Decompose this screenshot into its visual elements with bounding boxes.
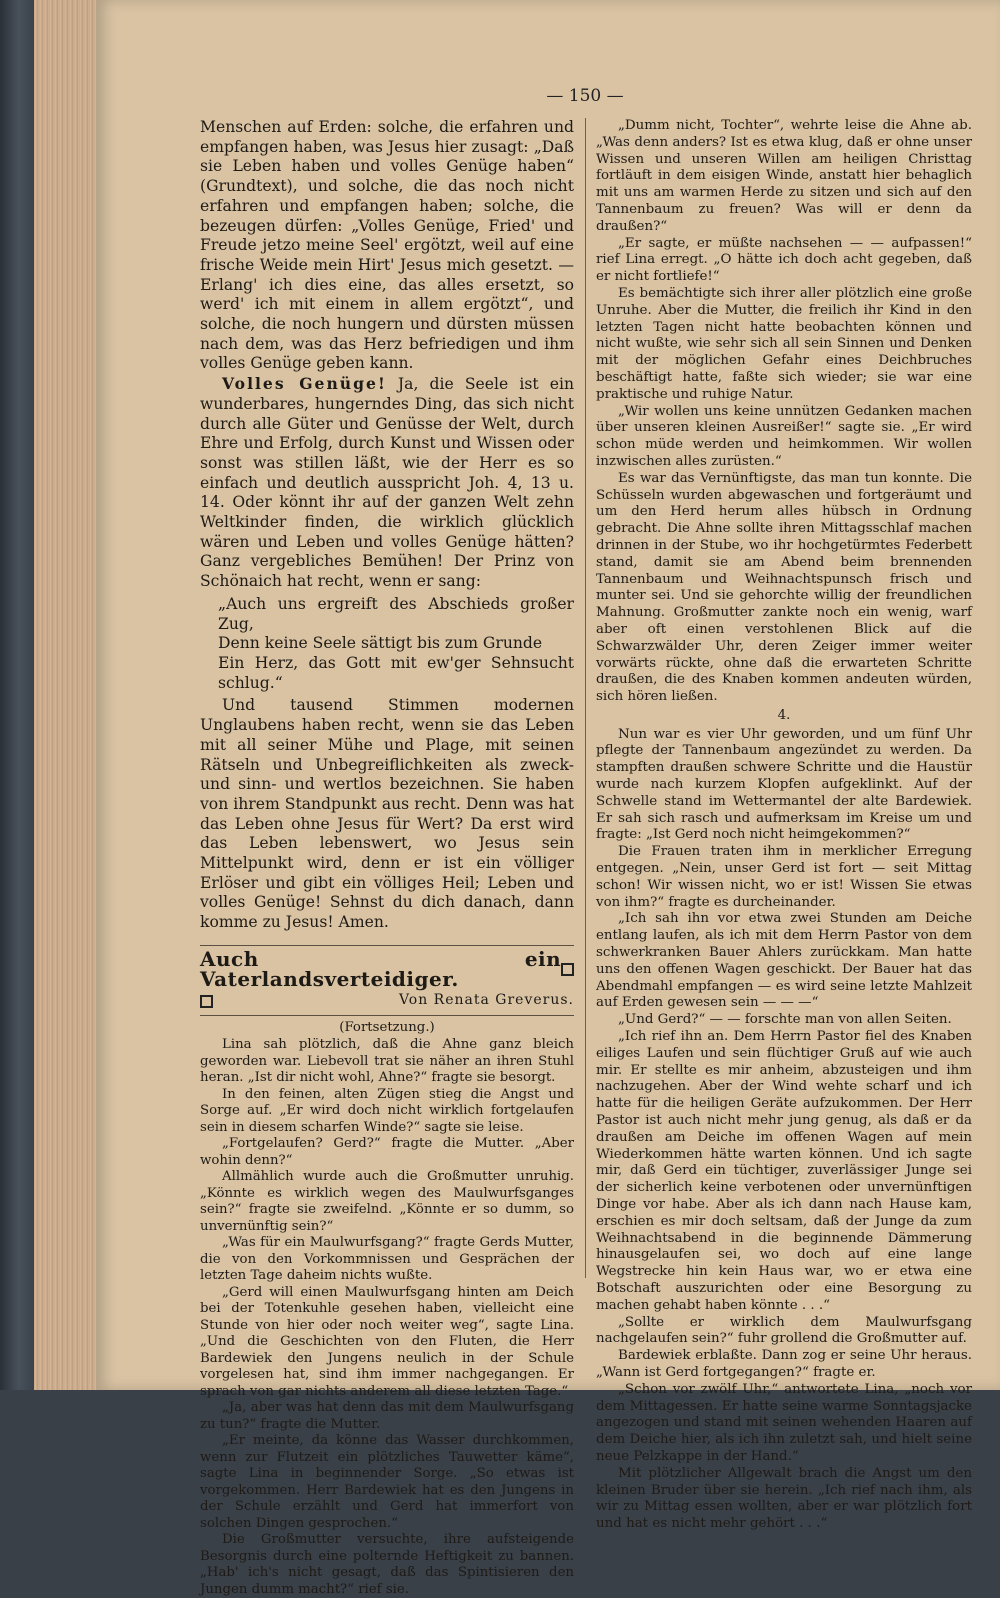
right-column bbox=[596, 118, 972, 1533]
article-header bbox=[200, 945, 574, 1016]
paragraph: „Ich rief ihn an. Dem Herrn Pastor fiel des Knaben eiliges Laufen und sein flüchtiger Gruß auf wie auch mir. Er stellte es mir anheim, abzusteigen und ihm nachzugehen. Aber der Wind wehte scharf und ich hatte für die heiligen Geräte aufzukommen. Der Herr Pastor ist auch nicht mehr jung genug, als daß er da draußen am Deiche im offenen Wagen auf mein Wiederkommen hätte warten können. Und ich sagte mir, daß Gerd ein tüchtiger, zuverlässiger Junge sei der sicherlich keine verbotenen oder unvernünftigen Dinge vor habe. Aber als ich dann nach Hause kam, erschien es mir doch seltsam, daß der Junge da zum Weihnachtsabend in die beginnende Dämmerung hinausgelaufen sei, wo doch auf eine lange Wegstrecke hin kein Haus war, wo er etwa eine Botschaft auszurichten oder eine Besorgung zu machen gehabt haben könnte . . .“ bbox=[596, 1029, 972, 1313]
paragraph: Und tausend Stimmen modernen Unglaubens haben recht, wenn sie das Leben mit all seiner Mühe und Plage, mit seinen Rätseln und Unbegreiflichkeiten als zweck- und sinn- und wertlos bezeichnen. Sie haben von ihrem Standpunkt aus recht. Denn was hat das Leben ohne Jesus für Wert? Da erst wird das Leben lebenswert, wo Jesus sein Mittelpunkt wird, denn er ist ein völliger Erlöser und gibt ein völliges Heil; Leben und volles Genüge! Sehnst du dich danach, dann komme zu Jesus! Amen. bbox=[200, 696, 574, 932]
square-ornament-icon bbox=[561, 963, 574, 976]
paragraph: Lina sah plötzlich, daß die Ahne ganz bleich geworden war. Liebevoll trat sie näher an ihren Stuhl heran. „Ist dir nicht wohl, Ahne?“ fragte sie besorgt. bbox=[200, 1037, 574, 1086]
paragraph: „Und Gerd?“ — — forschte man von allen Seiten. bbox=[618, 1012, 952, 1028]
square-ornament-icon bbox=[200, 995, 213, 1008]
continued-note: (Fortsetzung.) bbox=[339, 1019, 435, 1035]
paragraph: Menschen auf Erden: solche, die erfahren und empfangen haben, was Jesus hier zusagt: „Daß sie Leben haben und volles Genüge haben“ (Grundtext), und solche, die das noch nicht erfahren und empfangen haben; solche, die bezeugen dürfen: „Volles Genüge, Fried' und Freude jetzo meine Seel' ergötzt, weil auf eine frische Weide mein Hirt' Jesus mich gesetzt. — Erlang' ich dies eine, das alles ersetzt, so werd' ich mit einem in allem ergötzt“, und solche, die noch hungern und dürsten müssen nach dem, was das Herz befriedigen und ihm volles Genüge geben kann. bbox=[200, 118, 574, 373]
paragraph-text: Ja, die Seele ist ein wunderbares, hungerndes Ding, das sich nicht durch alle Güter und Genüsse der Welt, durch Ehre und Erfolg, durch Kunst und Wissen oder sonst was stillen läßt, wie der Herr es so einfach und deutlich ausspricht Joh. 4, 13 u. 14. Oder könnt ihr auf der ganzen Welt zehn Weltkinder finden, die wirklich glücklich wären und Leben und volles Genüge hätten? Ganz vergebliches Bemühen! Der Prinz von Schönaich hat recht, wenn er sang: bbox=[200, 375, 574, 591]
page-edges bbox=[34, 0, 104, 1390]
paragraph: Nun war es vier Uhr geworden, und um fünf Uhr pflegte der Tannenbaum angezündet zu werden. Da stampften draußen schwere Schritte und die Haustür wurde nach kurzem Klopfen aufgeklinkt. Auf der Schwelle stand im Wettermantel der alte Bardewiek. Er sah sich rasch und aufmerksam im Kreise um und fragte: „Ist Gerd noch nicht heimgekommen?“ bbox=[596, 726, 972, 843]
poem-line: Denn keine Seele sättigt bis zum Grunde bbox=[218, 634, 543, 653]
paragraph: In den feinen, alten Zügen stieg die Angst und Sorge auf. „Er wird doch nicht wirklich fortgelaufen sein in diesem scharfen Winde?“ sagte sie leise. bbox=[200, 1086, 574, 1135]
paragraph: Es bemächtigte sich ihrer aller plötzlich eine große Unruhe. Aber die Mutter, die freilich ihr Kind in den letzten Tagen nicht hatte beobachten können und nicht wußte, wie sehr sich all sein Sinnen und Denken mit der möglichen Gefahr eines Deichbruches beschäftigt hatte, faßte sich wieder; sie war eine praktische und ruhige Natur. bbox=[596, 285, 972, 402]
paragraph: „Wir wollen uns keine unnützen Gedanken machen über unseren kleinen Ausreißer!“ sagte sie. „Er wird schon müde werden und heimkommen. Wir wollen inzwischen alles zurüsten.“ bbox=[596, 403, 972, 469]
paragraph: „Ja, aber was hat denn das mit dem Maulwurfsgang zu tun?“ fragte die Mutter. bbox=[200, 1400, 574, 1432]
paragraph: „Er sagte, er müßte nachsehen — — aufpassen!“ rief Lina erregt. „O hätte ich doch acht gegeben, daß er nicht fortliefe!“ bbox=[596, 235, 972, 285]
poem-line: „Auch uns ergreift des Abschieds großer Zug, bbox=[218, 594, 574, 633]
article-author: Von Renata Greverus. bbox=[398, 992, 574, 1009]
paragraph: „Fortgelaufen? Gerd?“ fragte die Mutter. „Aber wohin denn?“ bbox=[200, 1136, 574, 1168]
paragraph: „Er meinte, da könne das Wasser durchkommen, wenn zur Flutzeit ein plötzliches Tauwetter käme“, sagte Lina in beginnender Sorge. „So etwas ist vorgekommen. Herr Bardewiek hat es den Jungens in der Schule erzählt und Gerd hat immerfort von solchen Dingen gesprochen.“ bbox=[200, 1433, 574, 1531]
author-row bbox=[200, 991, 574, 1016]
paragraph: Bardewiek erblaßte. Dann zog er seine Uhr heraus. „Wann ist Gerd fortgegangen?“ fragte er. bbox=[596, 1348, 972, 1380]
left-column bbox=[200, 118, 574, 1598]
paragraph: Allmählich wurde auch die Großmutter unruhig. „Könnte es wirklich wegen des Maulwurfsganges sein?“ fragte sie zweifelnd. „Könnte er so dumm, so unvernünftig sein?“ bbox=[200, 1169, 574, 1234]
paragraph: „Ich sah ihn vor etwa zwei Stunden am Deiche entlang laufen, als ich mit dem Herrn Pastor von dem schwerkranken Bauer Ahlers zurückkam. Man hatte uns den offenen Wagen geschickt. Der Bauer hat das Abendmahl empfangen — es wird seine letzte Mahlzeit auf Erden gewesen sein — — —“ bbox=[596, 911, 972, 1011]
paragraph: Die Frauen traten ihm in merklicher Erregung entgegen. „Nein, unser Gerd ist fort — seit Mittag schon! Wir wissen nicht, wo er ist! Wissen Sie etwas von ihm?“ fragte es durcheinander. bbox=[596, 844, 972, 910]
poem-line: Ein Herz, das Gott mit ew'ger Sehnsucht schlug.“ bbox=[218, 653, 574, 692]
column-divider bbox=[585, 118, 586, 1278]
poem bbox=[200, 595, 574, 694]
story-text bbox=[200, 1020, 574, 1598]
section-number: 4. bbox=[777, 707, 791, 723]
paragraph: Mit plötzlicher Allgewalt brach die Angst um den kleinen Bruder über sie herein. „Ich rief nach ihm, als wir zu Mittag essen wollten, aber er war plötzlich fort und hat es nicht mehr gehört . . .“ bbox=[596, 1465, 972, 1532]
paragraph: „Dumm nicht, Tochter“, wehrte leise die Ahne ab. „Was denn anders? Ist es etwa klug, daß er ohne unser Wissen und unseren Willen am heiligen Christtag fortläuft in dem eisigen Winde, anstatt hier behaglich mit uns am warmen Herde zu sitzen und sich auf den Tannenbaum zu freuen? Was will er denn da draußen?“ bbox=[596, 118, 972, 234]
article-title: Auch ein Vaterlandsverteidiger. bbox=[200, 946, 562, 991]
emphasis: Volles Genüge! bbox=[222, 374, 387, 394]
book-binding bbox=[0, 0, 34, 1390]
article-title-row bbox=[200, 946, 574, 991]
paragraph: „Gerd will einen Maulwurfsgang hinten am Deich bei der Totenkuhle gesehen haben, vielleicht eine Stunde von hier oder noch weiter weg“, sagte Lina. „Und die Geschichten von den Fluten, die Herr Bardewiek den Jungens neulich in der Schule vorgelesen hat, sind ihm immer nachgegangen. Er sprach von gar nichts anderem all diese letzten Tage.“ bbox=[200, 1284, 574, 1399]
paragraph: „Was für ein Maulwurfsgang?“ fragte Gerds Mutter, die von den Vorkommnissen und Gesprächen der letzten Tage daheim nichts wußte. bbox=[200, 1235, 574, 1284]
paragraph: Die Großmutter versuchte, ihre aufsteigende Besorgnis durch eine polternde Heftigkeit zu bannen. „Hab' ich's nicht gesagt, daß das Spintisieren den Jungen dumm macht?“ rief sie. bbox=[200, 1532, 574, 1597]
paragraph: „Schon vor zwölf Uhr,“ antwortete Lina, „noch vor dem Mittagessen. Er hatte seine warme Sonntagsjacke angezogen und stand mit seinen wehenden Haaren auf dem Deiche hier, als ich ihn zuletzt sah, und hielt seine neue Pelzkappe in der Hand.“ bbox=[596, 1381, 972, 1464]
paragraph: „Sollte er wirklich dem Maulwurfsgang nachgelaufen sein?“ fuhr grollend die Großmutter auf. bbox=[596, 1314, 972, 1347]
paragraph bbox=[200, 374, 574, 592]
paragraph: Es war das Vernünftigste, das man tun konnte. Die Schüsseln wurden abgewaschen und fortgeräumt und um den Herd herum alles hübsch in Ordnung gebracht. Die Ahne sollte ihren Mittagsschlaf machen drinnen in der Stube, wo ihr hochgetürmtes Federbett stand, damit sie am Abend beim brennenden Tannenbaum und Weihnachtspunsch frisch und munter sei. Und sie gehorchte willig der freundlichen Mahnung. Großmutter zankte noch ein wenig, warf aber oft einen verstohlenen Blick auf die Schwarzwälder Uhr, deren Zeiger immer weiter vorwärts rückte, ohne daß die erwarteten Schritte draußen, die des Knaben kommen andeuten würden, sich hören ließen. bbox=[596, 470, 972, 705]
page-number: — 150 — bbox=[546, 86, 624, 106]
